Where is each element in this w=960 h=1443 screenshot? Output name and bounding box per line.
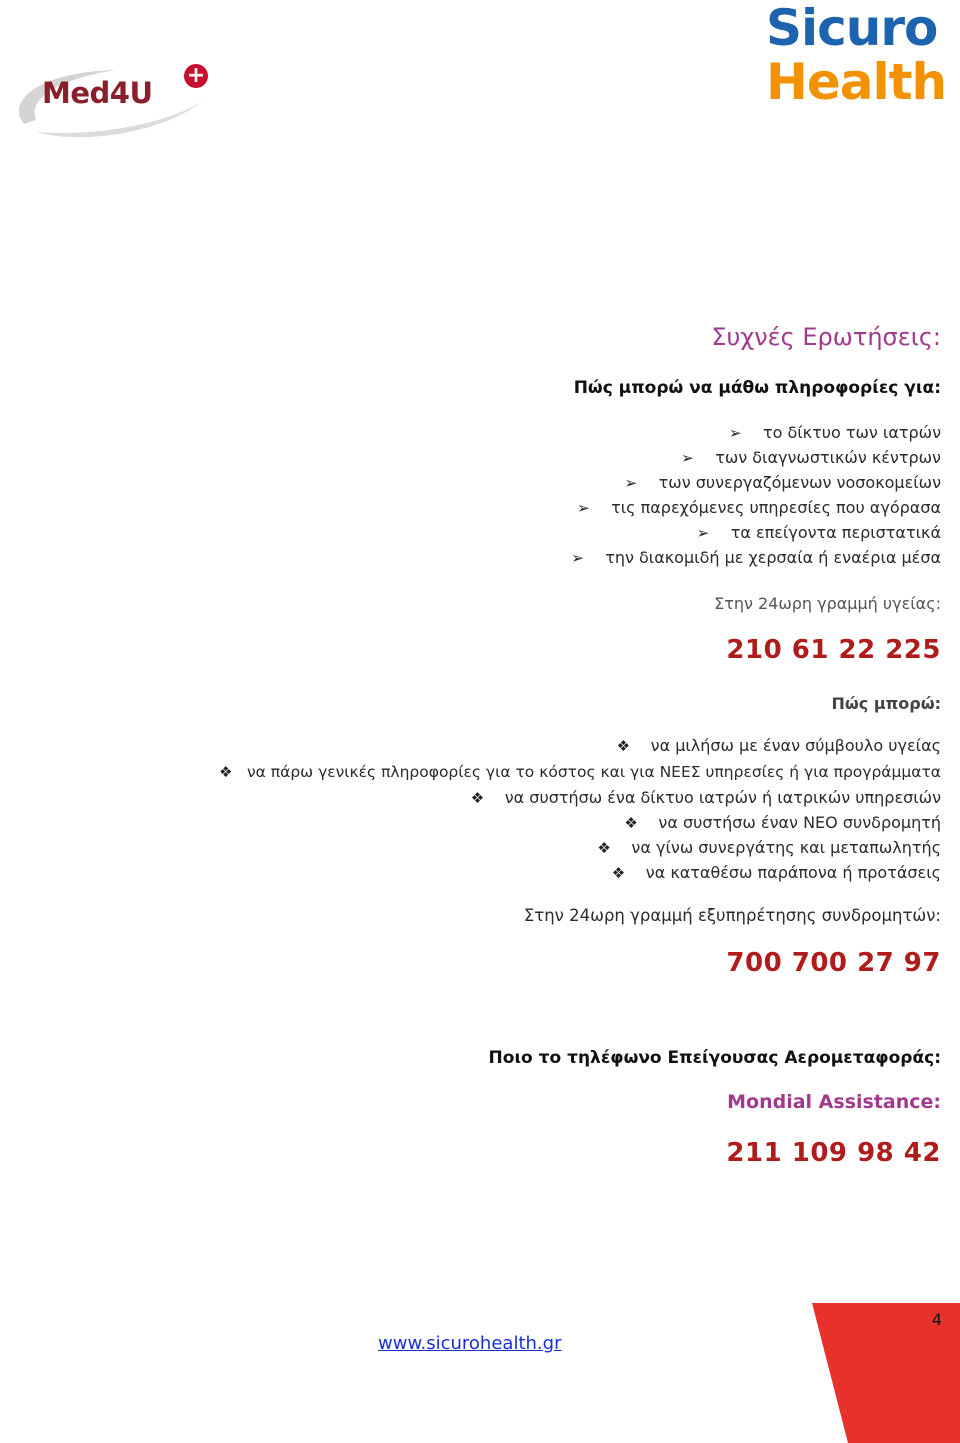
website-link[interactable]: www.sicurohealth.gr <box>378 1333 562 1354</box>
health-line-label: Στην 24ωρη γραμμή υγείας: <box>714 594 941 613</box>
health-phone: 210 61 22 225 <box>726 635 941 665</box>
four-diamond-bullet-icon: ❖ <box>597 839 611 857</box>
arrow-bullet-icon: ➢ <box>681 449 694 467</box>
four-diamond-bullet-icon: ❖ <box>624 814 638 832</box>
air-provider: Mondial Assistance: <box>727 1091 941 1113</box>
medical-cross-icon: + <box>184 64 208 88</box>
how-item: ❖ να γίνω συνεργάτης και μεταπωλητής <box>597 838 941 857</box>
arrow-bullet-icon: ➢ <box>696 524 710 542</box>
four-diamond-bullet-icon: ❖ <box>616 737 631 755</box>
med4u-word: Med4U <box>42 76 153 110</box>
info-item: ➢ των διαγνωστικών κέντρων <box>681 448 941 467</box>
arrow-bullet-icon: ➢ <box>577 499 590 517</box>
air-question: Ποιο το τηλέφωνο Επείγουσας Αερομεταφοράς: <box>488 1048 941 1068</box>
four-diamond-bullet-icon: ❖ <box>218 763 233 781</box>
arrow-bullet-icon: ➢ <box>571 549 584 567</box>
med4u-logo <box>6 62 216 142</box>
info-item: ➢ των συνεργαζόμενων νοσοκομείων <box>624 473 941 492</box>
arrow-bullet-icon: ➢ <box>728 424 742 442</box>
how-question: Πώς μπορώ: <box>831 694 941 713</box>
info-item: ➢ το δίκτυο των ιατρών <box>728 423 941 442</box>
arrow-bullet-icon: ➢ <box>624 474 638 492</box>
how-item: ❖ να μιλήσω με έναν σύμβουλο υγείας <box>616 736 941 755</box>
info-item: ➢ την διακομιδή με χερσαία ή εναέρια μέσα <box>571 548 941 567</box>
four-diamond-bullet-icon: ❖ <box>470 789 485 807</box>
info-item: ➢ τις παρεχόμενες υπηρεσίες που αγόρασα <box>577 498 941 517</box>
four-diamond-bullet-icon: ❖ <box>611 864 626 882</box>
how-item: ❖ να πάρω γενικές πληροφορίες για το κόστος και για ΝΕΕΣ υπηρεσίες ή για προγράμματα <box>218 763 941 781</box>
sicuro-health-logo <box>766 0 947 116</box>
how-item: ❖ να καταθέσω παράπονα ή προτάσεις <box>611 863 941 882</box>
info-item: ➢ τα επείγοντα περιστατικά <box>696 523 941 542</box>
service-line-label: Στην 24ωρη γραμμή εξυπηρέτησης συνδρομητών: <box>523 906 941 925</box>
how-item: ❖ να συστήσω έναν ΝΕΟ συνδρομητή <box>624 813 941 832</box>
info-question: Πώς μπορώ να μάθω πληροφορίες για: <box>573 378 941 398</box>
med4u-wordmark <box>42 76 153 110</box>
how-item: ❖ να συστήσω ένα δίκτυο ιατρών ή ιατρικών υπηρεσιών <box>470 788 941 807</box>
faq-title: Συχνές Ερωτήσεις: <box>711 323 941 351</box>
sicuro-logo-line2: Health <box>766 53 947 111</box>
service-phone: 700 700 27 97 <box>726 948 941 978</box>
sicuro-logo-line1: Sicuro <box>766 0 938 57</box>
air-phone: 211 109 98 42 <box>726 1138 941 1168</box>
page-number: 4 <box>931 1310 942 1329</box>
